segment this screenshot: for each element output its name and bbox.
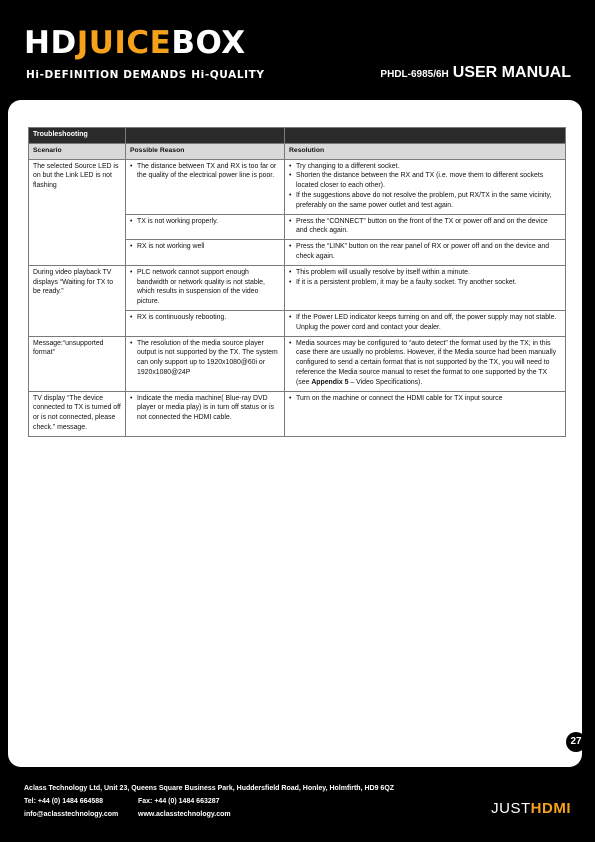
table-title-row (29, 128, 566, 144)
bullet-list (289, 162, 561, 211)
bullet-list (130, 268, 280, 307)
bullet-list (289, 217, 561, 237)
bullet-item: • Press the “LINK” button on the rear panel of RX or power off and on the device and check again. (296, 242, 561, 262)
scenario-cell: During video playback TV displays “Waiting for TX to be ready.” (29, 265, 126, 336)
page-number: 27 (566, 732, 586, 752)
bullet-item: • Try changing to a different socket. (296, 162, 561, 172)
bullet-list (289, 394, 561, 404)
bullet-item: • The distance between TX and RX is too far or the quality of the electrical power line is poor. (137, 162, 280, 182)
bullet-item: • Indicate the media machine( Blue-ray DVD player or media play) is in turn off status or is not connected the HDMI cable. (137, 394, 280, 423)
resolution-text: – Video Specifications). (348, 378, 423, 386)
bullet-item: • This problem will usually resolve by itself within a minute. (296, 268, 561, 278)
bullet-list (289, 339, 561, 388)
bullet-list (289, 268, 561, 288)
bullet-item: • The resolution of the media source player output is not supported by the TX. The system can only support up to 1920x1080@60i or 1920x1080@24P (137, 339, 280, 378)
bullet-item: • Press the “CONNECT” button on the front of the TX or power off and on the device and check again. (296, 217, 561, 237)
footer (24, 782, 394, 821)
bullet-item: • If the Power LED indicator keeps turning on and off, the power supply may not stable. Unplug the power cord and contact your dealer. (296, 313, 561, 333)
reason-cell (126, 336, 285, 391)
resolution-cell (285, 240, 566, 266)
troubleshooting-table (28, 127, 566, 437)
bullet-item: • RX is continuously rebooting. (137, 313, 280, 323)
table-title: Troubleshooting (29, 128, 126, 144)
resolution-cell (285, 310, 566, 336)
appendix-reference: Appendix 5 (311, 378, 349, 386)
resolution-cell (285, 336, 566, 391)
scenario-cell: The selected Source LED is on but the Link LED is not flashing (29, 159, 126, 265)
header (0, 0, 595, 110)
table-row (29, 265, 566, 310)
bullet-item: • PLC network cannot support enough bandwidth or network quality is not stable, which results in suspension of the video picture. (137, 268, 280, 307)
resolution-cell (285, 214, 566, 240)
user-manual-label: USER MANUAL (452, 64, 571, 81)
bullet-list (130, 242, 280, 252)
reason-cell (126, 214, 285, 240)
bullet-list (130, 313, 280, 323)
bullet-item: • Turn on the machine or connect the HDMI cable for TX input source (296, 394, 561, 404)
bullet-list (130, 217, 280, 227)
bullet-list (289, 242, 561, 262)
reason-cell (126, 265, 285, 310)
scenario-cell: TV display “The device connected to TX is turned off or is not connected, please check.” message. (29, 391, 126, 436)
reason-cell (126, 391, 285, 436)
table-row (29, 159, 566, 214)
model-number: PHDL-6985/6H (380, 69, 449, 80)
column-header-reason: Possible Reason (126, 143, 285, 159)
bullet-item: • Shorten the distance between the RX and TX (i.e. move them to different sockets located closer to each other). (296, 171, 561, 191)
bullet-item: • TX is not working properly. (137, 217, 280, 227)
tagline: Hi-DEFINITION DEMANDS Hi-QUALITY (26, 69, 265, 81)
column-header-resolution: Resolution (285, 143, 566, 159)
bullet-list (130, 162, 280, 182)
footer-address: Aclass Technology Ltd, Unit 23, Queens Square Business Park, Huddersfield Road, Honley, Holmfirth, HD9 6QZ (24, 785, 395, 792)
justhdmi-logo: JUSTHDMI (491, 800, 571, 817)
table-header-row (29, 143, 566, 159)
content-page (8, 100, 582, 767)
footer-tel: Tel: +44 (0) 1484 664588 (24, 798, 104, 805)
resolution-cell (285, 391, 566, 436)
bullet-list (130, 394, 280, 423)
bullet-list (289, 313, 561, 333)
reason-cell (126, 240, 285, 266)
bullet-item: • If it is a persistent problem, it may be a faulty socket. Try another socket. (296, 278, 561, 288)
hdjuicebox-logo: HDJUICEBOX (24, 25, 246, 61)
bullet-item (296, 339, 561, 388)
column-header-scenario: Scenario (29, 143, 126, 159)
footer-email[interactable]: info@aclasstechnology.com (24, 811, 119, 818)
resolution-cell (285, 159, 566, 214)
reason-cell (126, 159, 285, 214)
scenario-cell: Message:“unsupported format” (29, 336, 126, 391)
resolution-text: Media sources may be configured to “auto detect” the format used by the TX; in this case there are usually no problems. However, if the Media source had been manually configured to send a certain format that is not supported by the TX, you will need to reference the Media source manual to reset the format to one supported by the TX (see (296, 339, 557, 386)
table-row (29, 391, 566, 436)
table-row (29, 336, 566, 391)
reason-cell (126, 310, 285, 336)
bullet-list (130, 339, 280, 378)
bullet-item: • RX is not working well (137, 242, 280, 252)
footer-fax: Fax: +44 (0) 1484 663287 (138, 798, 220, 805)
bullet-item: • If the suggestions above do not resolve the problem, put RX/TX in the same vicinity, preferably on the same power outlet and test again. (296, 191, 561, 211)
resolution-cell (285, 265, 566, 310)
footer-website[interactable]: www.aclasstechnology.com (138, 811, 231, 818)
manual-title (380, 64, 571, 82)
